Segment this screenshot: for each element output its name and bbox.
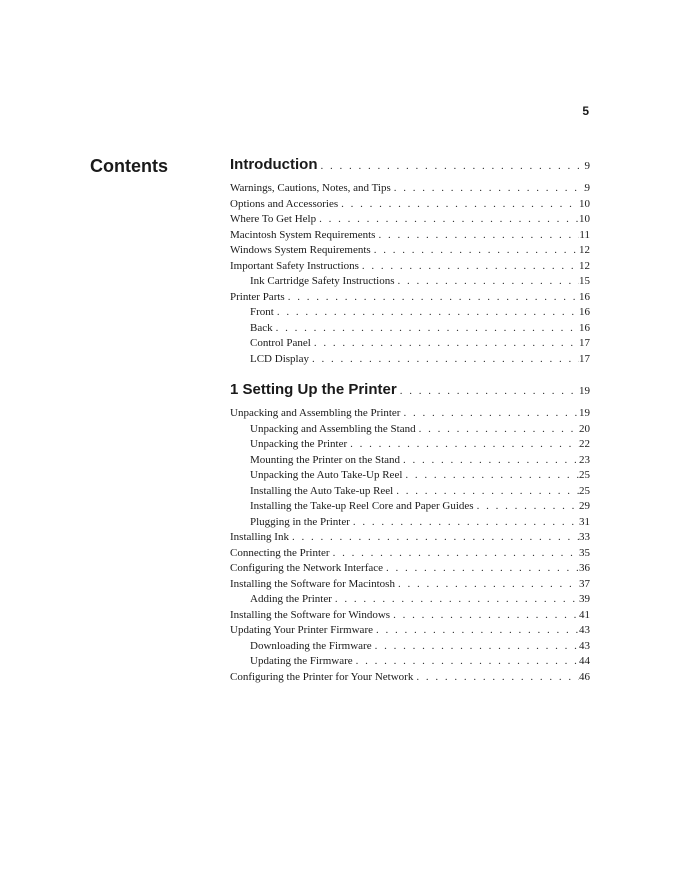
dot-leader — [273, 321, 579, 337]
entry-page: 39 — [579, 593, 590, 605]
toc-entry[interactable] — [230, 608, 590, 624]
toc-subentry[interactable] — [230, 654, 590, 670]
entry-title: Front — [250, 306, 274, 318]
entry-title: Installing the Take-up Reel Core and Paper Guides — [250, 500, 474, 512]
toc-entry[interactable] — [230, 290, 590, 306]
dot-leader — [402, 468, 579, 484]
toc-chapter-heading[interactable] — [230, 154, 590, 177]
dot-leader — [393, 484, 579, 500]
entry-page: 10 — [579, 213, 590, 225]
dot-leader — [373, 623, 579, 639]
toc-entry[interactable] — [230, 530, 590, 546]
dot-leader — [359, 259, 579, 275]
toc-entry[interactable] — [230, 228, 590, 244]
dot-leader — [332, 592, 579, 608]
toc-subentry[interactable] — [230, 515, 590, 531]
toc-subentry[interactable] — [230, 274, 590, 290]
toc-chapter-heading[interactable] — [230, 379, 590, 402]
entry-title: Unpacking and Assembling the Printer — [230, 407, 401, 419]
dot-leader — [338, 197, 579, 213]
dot-leader — [413, 670, 579, 686]
entry-page: 31 — [579, 515, 590, 528]
entry-title: Mounting the Printer on the Stand — [250, 453, 401, 466]
toc-entry[interactable] — [230, 561, 590, 577]
dot-leader — [371, 243, 579, 259]
entry-title: Configuring the Printer for Your Network — [230, 670, 414, 683]
chapter-title: 1 Setting Up the Printer — [230, 381, 397, 398]
entry-title: Adding the Printer — [250, 593, 332, 605]
dot-leader — [375, 228, 579, 244]
dot-leader — [416, 422, 579, 438]
entry-title: Updating the Firmware — [250, 655, 353, 667]
entry-title: Unpacking the Printer — [250, 438, 348, 450]
entry-title: Windows System Requirements — [230, 244, 371, 256]
entry-title: Unpacking and Assembling the Stand — [250, 422, 416, 435]
toc-subentry[interactable] — [230, 592, 590, 608]
entry-title: Warnings, Cautions, Notes, and Tips — [230, 182, 391, 194]
dot-leader — [309, 352, 579, 368]
toc-entry[interactable] — [230, 243, 590, 259]
dot-leader — [395, 577, 579, 593]
toc-subentry[interactable] — [230, 336, 590, 352]
entry-title: Unpacking the Auto Take-Up Reel — [250, 469, 403, 481]
entry-title: LCD Display — [250, 352, 309, 365]
entry-page: 25 — [579, 484, 590, 497]
entry-page: 15 — [579, 275, 590, 287]
entry-page: 12 — [579, 244, 590, 256]
entry-title: Installing the Software for Macintosh — [230, 577, 395, 590]
chapter-page: 19 — [579, 385, 590, 397]
dot-leader — [317, 155, 584, 177]
entry-page: 43 — [579, 624, 590, 636]
chapter-page: 9 — [584, 160, 590, 172]
dot-leader — [350, 515, 579, 531]
dot-leader — [347, 437, 579, 453]
entry-page: 23 — [579, 453, 590, 466]
toc-subentry[interactable] — [230, 422, 590, 438]
dot-leader — [289, 530, 579, 546]
toc-entry[interactable] — [230, 546, 590, 562]
entry-title: Installing the Auto Take-up Reel — [250, 484, 394, 497]
table-of-contents — [230, 154, 590, 689]
entry-page: 46 — [579, 670, 590, 683]
entry-title: Configuring the Network Interface — [230, 562, 384, 574]
dot-leader — [353, 654, 579, 670]
entry-page: 37 — [579, 577, 590, 590]
entry-page: 16 — [579, 306, 590, 318]
dot-leader — [400, 406, 579, 422]
dot-leader — [395, 274, 580, 290]
entry-page: 16 — [579, 321, 590, 334]
entry-title: Installing the Software for Windows — [230, 608, 391, 621]
entry-page: 44 — [579, 655, 590, 667]
toc-subentry[interactable] — [230, 639, 590, 655]
entry-page: 20 — [579, 422, 590, 435]
entry-title: Printer Parts — [230, 290, 285, 303]
dot-leader — [316, 212, 579, 228]
entry-page: 16 — [579, 290, 590, 303]
toc-subentry[interactable] — [230, 321, 590, 337]
entry-page: 35 — [579, 546, 590, 559]
chapter-title: Introduction — [230, 156, 318, 173]
entry-title: Updating Your Printer Firmware — [230, 624, 373, 636]
dot-leader — [390, 608, 579, 624]
toc-entry[interactable] — [230, 577, 590, 593]
toc-entry[interactable] — [230, 197, 590, 213]
dot-leader — [391, 181, 585, 197]
dot-leader — [330, 546, 579, 562]
dot-leader — [372, 639, 579, 655]
toc-subentry[interactable] — [230, 305, 590, 321]
entry-page: 12 — [579, 259, 590, 272]
entry-page: 17 — [579, 337, 590, 349]
entry-title: Where To Get Help — [230, 213, 317, 225]
contents-heading: Contents — [90, 156, 168, 176]
entry-title: Ink Cartridge Safety Instructions — [250, 275, 395, 287]
dot-leader — [285, 290, 579, 306]
entry-page: 11 — [579, 228, 590, 241]
entry-title: Control Panel — [250, 337, 311, 349]
entry-title: Important Safety Instructions — [230, 259, 359, 272]
toc-subentry[interactable] — [230, 453, 590, 469]
entry-page: 22 — [579, 438, 590, 450]
toc-subentry[interactable] — [230, 352, 590, 368]
entry-page: 33 — [579, 531, 590, 543]
page-number: 5 — [582, 104, 589, 118]
toc-entry[interactable] — [230, 623, 590, 639]
entry-title: Macintosh System Requirements — [230, 228, 376, 241]
entry-page: 19 — [579, 407, 590, 419]
toc-subentry[interactable] — [230, 499, 590, 515]
entry-page: 36 — [579, 562, 590, 574]
toc-subentry[interactable] — [230, 437, 590, 453]
entry-page: 43 — [579, 639, 590, 652]
entry-title: Installing Ink — [230, 531, 289, 543]
toc-entry[interactable] — [230, 212, 590, 228]
toc-chapter-setting-up — [230, 379, 590, 685]
toc-entry[interactable] — [230, 406, 590, 422]
entry-page: 29 — [579, 500, 590, 512]
toc-entry[interactable] — [230, 670, 590, 686]
entry-page: 10 — [579, 197, 590, 210]
dot-leader — [474, 499, 579, 515]
dot-leader — [400, 453, 579, 469]
entry-page: 9 — [584, 182, 590, 194]
dot-leader — [383, 561, 579, 577]
toc-subentry[interactable] — [230, 468, 590, 484]
entry-page: 17 — [579, 352, 590, 365]
toc-subentry[interactable] — [230, 484, 590, 500]
entry-title: Back — [250, 321, 273, 334]
dot-leader — [397, 380, 579, 402]
entry-title: Connecting the Printer — [230, 546, 330, 559]
dot-leader — [274, 305, 579, 321]
entry-title: Options and Accessories — [230, 197, 339, 210]
entry-page: 41 — [579, 608, 590, 621]
toc-chapter-introduction — [230, 154, 590, 367]
entry-page: 25 — [579, 469, 590, 481]
toc-entry[interactable] — [230, 181, 590, 197]
dot-leader — [311, 336, 579, 352]
toc-entry[interactable] — [230, 259, 590, 275]
entry-title: Plugging in the Printer — [250, 515, 350, 528]
entry-title: Downloading the Firmware — [250, 639, 372, 652]
